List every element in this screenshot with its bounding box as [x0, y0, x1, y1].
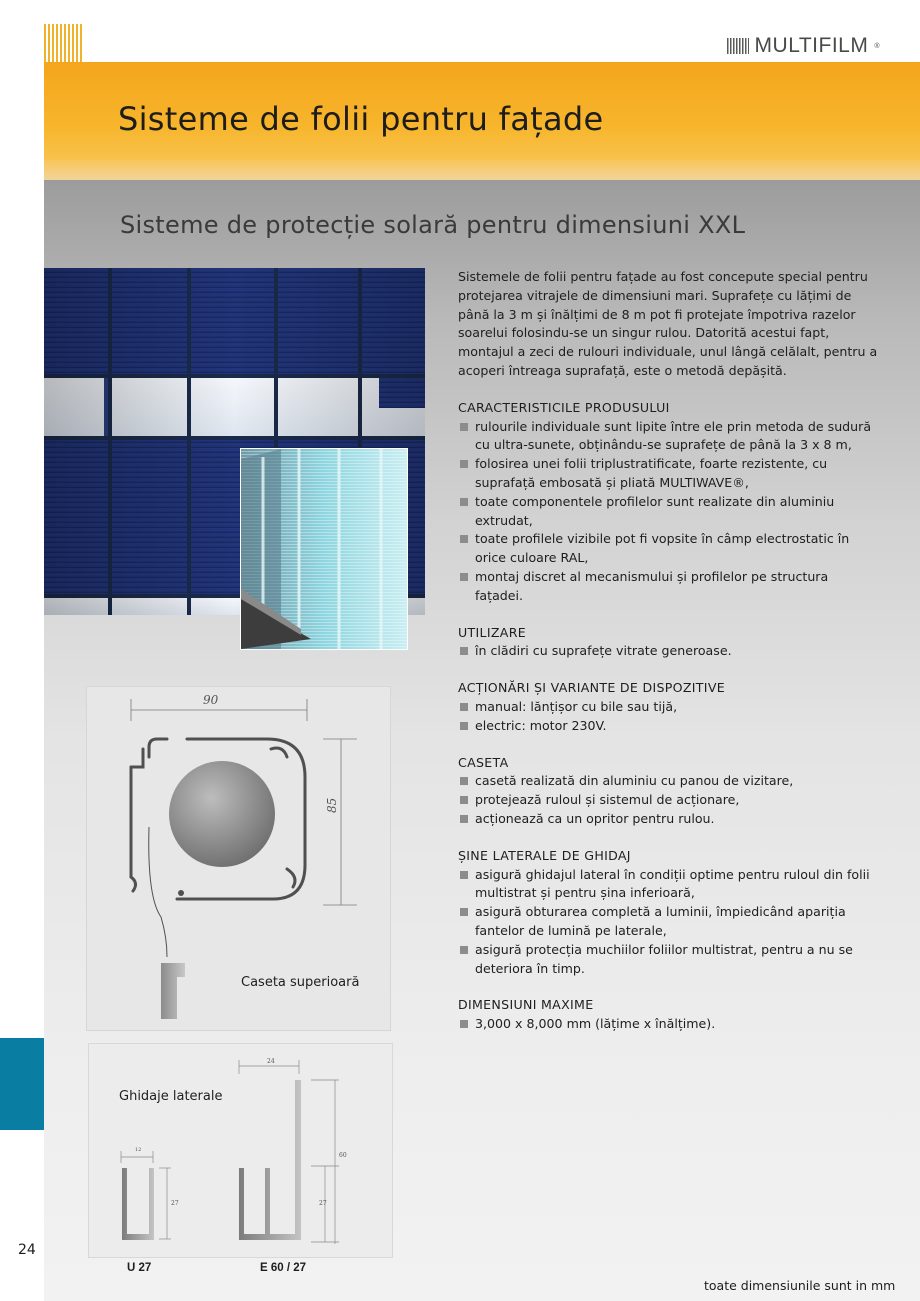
list-item: rulourile individuale sunt lipite între ele prin metoda de sudură cu ultra-sunete, obținându-se suprafețe de până la 3 x 8 m,	[458, 418, 878, 456]
dim-height-label: 85	[325, 797, 339, 813]
section-cassette	[458, 754, 878, 829]
decorative-barcode	[44, 24, 82, 62]
dim-width-label: 90	[203, 693, 219, 707]
list-item: manual: lănțișor cu bile sau tijă,	[458, 698, 878, 717]
brand-registered-mark: ®	[874, 42, 880, 50]
page-number: 24	[18, 1242, 36, 1258]
label-e60-27: E 60 / 27	[260, 1262, 307, 1274]
intro-paragraph: Sistemele de folii pentru fațade au fost concepute special pentru protejarea vitrajele de dimensiuni mari. Suprafețe cu lățimi de până la 3 m și înălțimi de 8 m pot fi protejate împotriva razelor soarelui folosindu-se un singur rulou. Datorită acestui fapt, montajul a zeci de rulouri individuale, unul lângă celălalt, pentru a acoperi întreaga suprafață, este o metodă depășită.	[458, 269, 878, 378]
page-title: Sisteme de folii pentru fațade	[118, 100, 604, 138]
header-fade	[44, 160, 920, 180]
list-item: protejează ruloul și sistemul de acționare,	[458, 791, 878, 810]
section-heading: ACȚIONĂRI ȘI VARIANTE DE DISPOZITIVE	[458, 680, 725, 696]
cassette-diagram	[86, 686, 391, 1031]
dim-u-height: 27	[171, 1200, 179, 1207]
list-item: montaj discret al mecanismului și profilelor pe structura fațadei.	[458, 568, 878, 606]
section-max-dimensions	[458, 996, 878, 1034]
section-title: Sisteme de protecție solară pentru dimensiuni XXL	[120, 211, 746, 239]
list-item: electric: motor 230V.	[458, 717, 878, 736]
list-item: acționează ca un opritor pentru rulou.	[458, 810, 878, 829]
interior-photo	[240, 448, 408, 650]
list-item: 3,000 x 8,000 mm (lățime x înălțime).	[458, 1015, 878, 1034]
brand-bars-icon	[727, 38, 749, 54]
list-item: casetă realizată din aluminiu cu panou de vizitare,	[458, 772, 878, 791]
dim-e-height: 60	[339, 1152, 347, 1159]
list-item: folosirea unei folii triplustratificate, foarte rezistente, cu suprafață embosată și pliată MULTIWAVE®,	[458, 455, 878, 493]
brand-logo	[727, 34, 880, 58]
section-usage	[458, 624, 878, 662]
section-heading: CARACTERISTICILE PRODUSULUI	[458, 399, 670, 415]
chapter-tab	[0, 1038, 44, 1130]
section-characteristics	[458, 399, 878, 606]
guides-diagram	[88, 1043, 393, 1258]
text-column	[458, 268, 878, 1034]
list-item: asigură ghidajul lateral în condiții optime pentru ruloul din folii multistrat și pentru șina inferioară,	[458, 866, 878, 904]
dim-u-width: 12	[135, 1147, 142, 1153]
section-heading: ȘINE LATERALE DE GHIDAJ	[458, 847, 631, 863]
section-actuation	[458, 679, 878, 735]
brand-name: MULTIFILM	[754, 34, 869, 57]
guides-caption: Ghidaje laterale	[119, 1089, 223, 1104]
cassette-caption: Caseta superioară	[241, 975, 360, 990]
list-item: asigură obturarea completă a luminii, împiedicând apariția fantelor de lumină pe laterale,	[458, 903, 878, 941]
list-item: toate componentele profilelor sunt realizate din aluminiu extrudat,	[458, 493, 878, 531]
section-heading: UTILIZARE	[458, 624, 527, 640]
list-item: toate profilele vizibile pot fi vopsite în câmp electrostatic în orice culoare RAL,	[458, 530, 878, 568]
label-u27: U 27	[127, 1262, 152, 1274]
dim-e-width: 24	[267, 1058, 275, 1065]
list-item: asigură protecția muchiilor foliilor multistrat, pentru a nu se deteriora în timp.	[458, 941, 878, 979]
section-guide-rails	[458, 847, 878, 979]
footer-note: toate dimensiunile sunt in mm	[704, 1278, 896, 1293]
dim-e-low: 27	[319, 1200, 327, 1207]
section-heading: CASETA	[458, 754, 509, 770]
list-item: în clădiri cu suprafețe vitrate generoase.	[458, 642, 878, 661]
section-heading: DIMENSIUNI MAXIME	[458, 997, 594, 1013]
